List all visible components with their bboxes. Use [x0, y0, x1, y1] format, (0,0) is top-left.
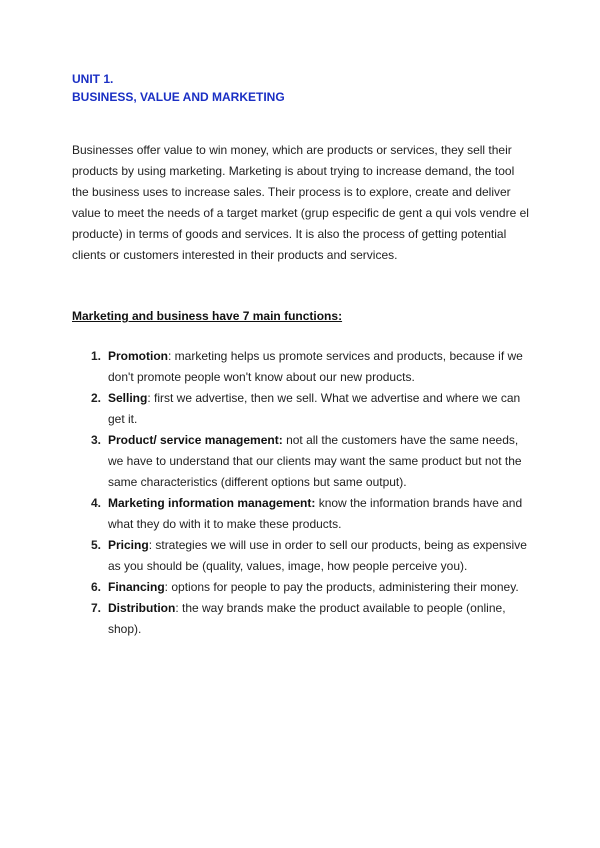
list-item-text: : strategies we will use in order to sell our products, being as expensive as you should be (quality, values, image, how people perceive you). [108, 538, 527, 573]
functions-heading: Marketing and business have 7 main functions: [72, 309, 343, 323]
list-item-number: 1. [91, 349, 102, 363]
list-item [72, 346, 532, 388]
list-item [72, 577, 532, 598]
list-item-number: 4. [91, 496, 102, 510]
list-item-number: 5. [91, 538, 102, 552]
list-item-text: not all the customers have the same needs, we have to understand that our clients may want the same product but not the same characteristics (different options but same output). [108, 433, 522, 489]
list-item-text: : options for people to pay the products, administering their money. [164, 580, 519, 594]
list-item-term: Product/ service management: [108, 433, 283, 447]
list-item-term: Selling [108, 391, 148, 405]
list-item-term: Financing [108, 580, 165, 594]
list-item-number: 7. [91, 601, 102, 615]
list-item-text: : the way brands make the product available to people (online, shop). [108, 601, 506, 636]
list-item-term: Pricing [108, 538, 149, 552]
list-item-term: Marketing information management: [108, 496, 316, 510]
intro-paragraph: Businesses offer value to win money, which are products or services, they sell their products by using marketing. Marketing is about trying to increase demand, the tool the business uses to increase sales. Their process is to explore, create and deliver value to meet the needs of a target market (grup especific de gent a qui vols vendre el producte) in terms of goods and services. It is also the process of getting potential clients or customers interested in their products and services. [72, 143, 529, 262]
functions-list [72, 346, 532, 640]
list-item [72, 598, 532, 640]
list-item-term: Distribution [108, 601, 176, 615]
list-item [72, 388, 532, 430]
list-item [72, 535, 532, 577]
unit-heading [72, 70, 285, 106]
list-item-term: Promotion [108, 349, 168, 363]
list-item-number: 3. [91, 433, 102, 447]
list-item-text: know the information brands have and what they do with it to make these products. [108, 496, 523, 531]
list-item-text: : first we advertise, then we sell. What we advertise and where we can get it. [108, 391, 521, 426]
list-item [72, 493, 532, 535]
list-item-number: 6. [91, 580, 102, 594]
unit-number: UNIT 1. [72, 72, 114, 86]
list-item-text: : marketing helps us promote services and products, because if we don't promote people won't know about our new products. [108, 349, 523, 384]
list-item-number: 2. [91, 391, 102, 405]
list-item [72, 430, 532, 493]
unit-title: BUSINESS, VALUE AND MARKETING [72, 90, 285, 104]
